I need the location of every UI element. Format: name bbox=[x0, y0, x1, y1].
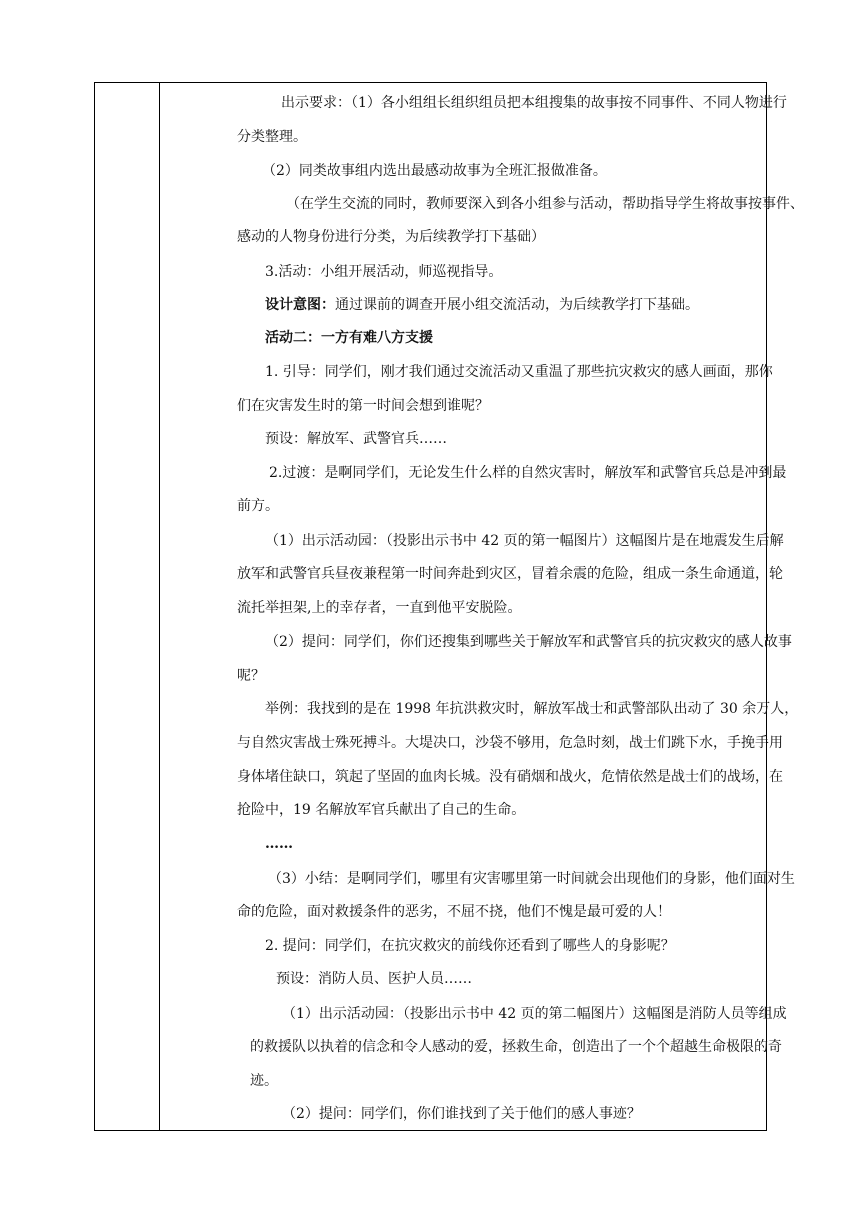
text-line: 命的危险，面对救援条件的恶劣，不屈不挠，他们不愧是最可爱的人！ bbox=[237, 904, 671, 920]
text-line: 们在灾害发生时的第一时间会想到谁呢？ bbox=[237, 398, 489, 414]
text-line: 呢？ bbox=[237, 668, 265, 684]
text-line: （在学生交流的同时，教师要深入到各小组参与活动，帮助指导学生将故事按事件、 bbox=[286, 196, 804, 212]
text-line: 预设：解放军、武警官兵…… bbox=[265, 431, 447, 447]
text-line: （2）提问：同学们，你们还搜集到哪些关于解放军和武警官兵的抗灾救灾的感人故事 bbox=[265, 634, 792, 650]
text-line: （3）小结：是啊同学们，哪里有灾害哪里第一时间就会出现他们的身影，他们面对生 bbox=[268, 871, 795, 887]
text-line: 放军和武警官兵昼夜兼程第一时间奔赴到灾区，冒着余震的危险，组成一条生命通道，轮 bbox=[237, 566, 783, 582]
text-line: 2.过渡：是啊同学们，无论发生什么样的自然灾害时，解放军和武警官兵总是冲到最 bbox=[269, 465, 787, 481]
ellipsis: …… bbox=[265, 836, 293, 852]
text-line: 举例：我找到的是在 1998 年抗洪救灾时，解放军战士和武警部队出动了 30 余万人， bbox=[265, 701, 799, 717]
text-line: 2. 提问：同学们，在抗灾救灾的前线你还看到了哪些人的身影呢？ bbox=[265, 938, 675, 954]
content-cell bbox=[160, 83, 804, 1130]
text-line: 预设：消防人员、医护人员…… bbox=[276, 971, 472, 987]
section-heading: 活动二：一方有难八方支援 bbox=[265, 330, 433, 346]
text-line: （1）出示活动园：（投影出示书中 42 页的第二幅图片）这幅图是消防人员等组成 bbox=[282, 1006, 787, 1022]
text-line: 身体堵住缺口，筑起了坚固的血肉长城。没有硝烟和战火，危情依然是战士们的战场，在 bbox=[237, 769, 783, 785]
text-line: 分类整理。 bbox=[237, 129, 307, 145]
text-line: 抢险中，19 名解放军官兵献出了自己的生命。 bbox=[237, 802, 526, 818]
text-line: 1. 引导：同学们，刚才我们通过交流活动又重温了那些抗灾救灾的感人画面，那你 bbox=[265, 364, 773, 380]
design-intent-line bbox=[265, 296, 699, 314]
text-line: 前方。 bbox=[237, 498, 279, 514]
text-line: （1）出示活动园：（投影出示书中 42 页的第一幅图片）这幅图片是在地震发生后解 bbox=[265, 533, 784, 549]
text-line: 流托举担架,上的幸存者，一直到他平安脱险。 bbox=[237, 600, 522, 616]
text-line: 出示要求：（1）各小组组长组织组员把本组搜集的故事按不同事件、不同人物进行 bbox=[281, 95, 787, 111]
text-line: （2）同类故事组内选出最感动故事为全班汇报做准备。 bbox=[262, 163, 607, 179]
design-intent-text: 通过课前的调查开展小组交流活动，为后续教学打下基础。 bbox=[335, 297, 699, 313]
text-line: （2）提问：同学们，你们谁找到了关于他们的感人事迹？ bbox=[282, 1106, 641, 1122]
text-line: 感动的人物身份进行分类，为后续教学打下基础） bbox=[237, 229, 545, 245]
text-line: 3.活动：小组开展活动，师巡视指导。 bbox=[265, 264, 503, 280]
text-line: 的救援队以执着的信念和令人感动的爱，拯救生命，创造出了一个个超越生命极限的奇 bbox=[250, 1039, 782, 1055]
text-line: 与自然灾害战士殊死搏斗。大堤决口，沙袋不够用，危急时刻，战士们跳下水，手挽手用 bbox=[237, 735, 783, 751]
design-intent-label: 设计意图： bbox=[265, 297, 335, 313]
text-line: 迹。 bbox=[250, 1073, 278, 1089]
lesson-table bbox=[94, 82, 804, 1131]
